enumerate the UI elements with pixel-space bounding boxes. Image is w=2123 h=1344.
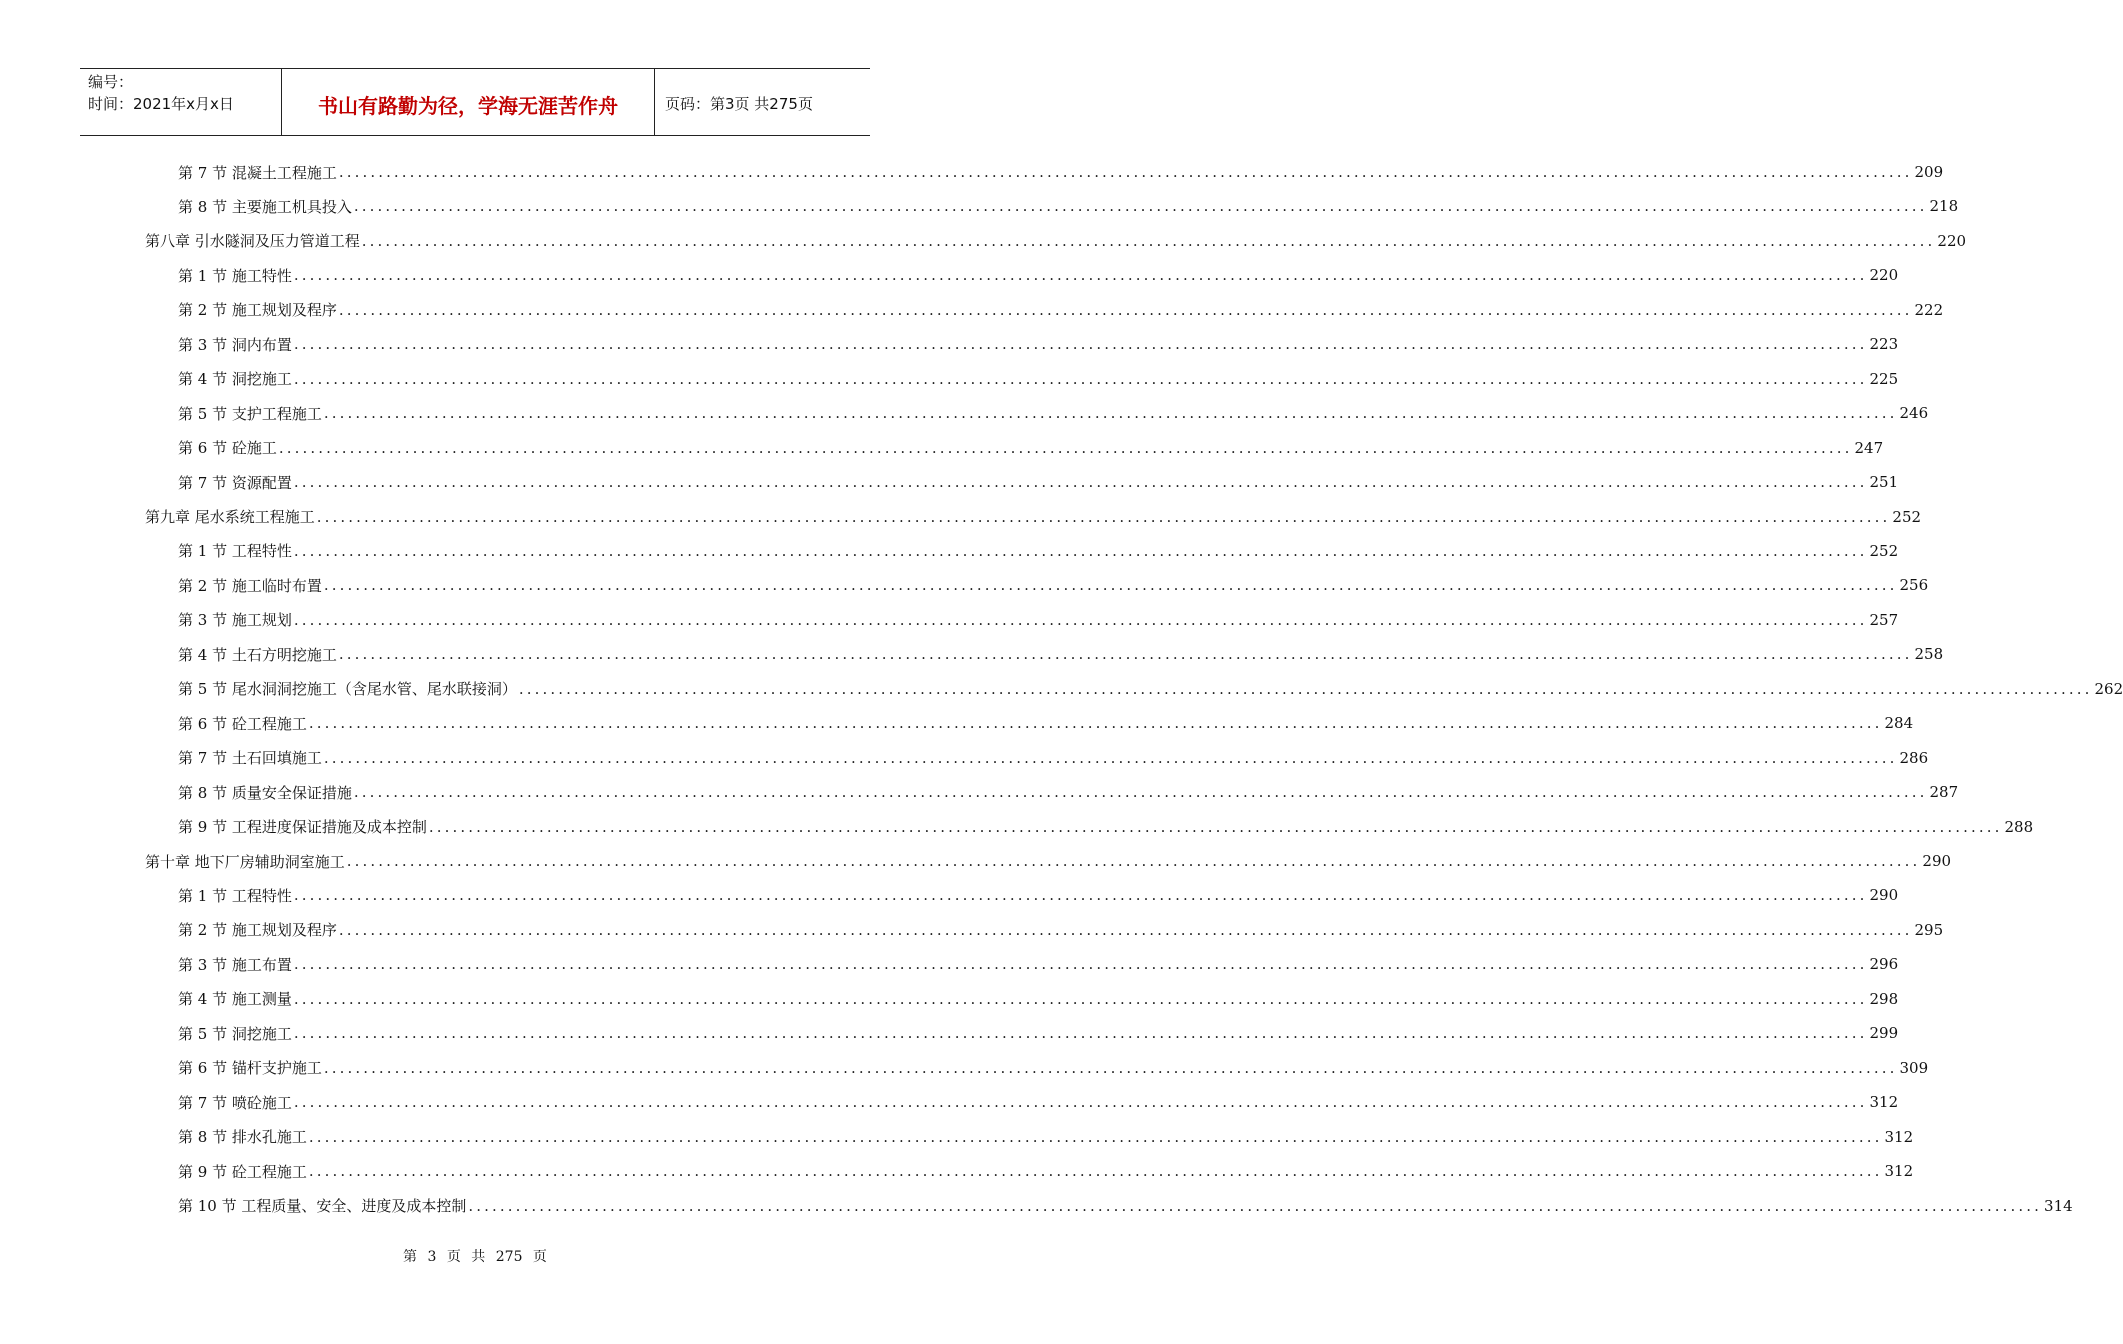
toc-section-entry[interactable]: [178, 568, 1929, 602]
toc-section-entry[interactable]: [178, 1154, 1914, 1188]
toc-leader-dots: ........................................................................................................................................................................................................: [353, 197, 1928, 216]
toc-section-entry[interactable]: [178, 362, 1899, 396]
toc-leader-dots: ........................................................................................................................................................................................................: [293, 610, 1868, 629]
toc-entry-title: 第 4 节 土石方明挖施工: [178, 645, 337, 664]
toc-entry-title: 第 5 节 尾水洞洞挖施工（含尾水管、尾水联接洞）: [178, 680, 517, 699]
toc-chapter-entry[interactable]: [145, 844, 1952, 878]
toc-leader-dots: ........................................................................................................................................................................................................: [323, 1058, 1898, 1077]
toc-entry-title: 第 7 节 土石回填施工: [178, 749, 322, 768]
toc-entry-title: 第 8 节 质量安全保证措施: [178, 783, 352, 802]
toc-leader-dots: ........................................................................................................................................................................................................: [338, 645, 1913, 664]
toc-leader-dots: ........................................................................................................................................................................................................: [323, 576, 1898, 595]
toc-leader-dots: ........................................................................................................................................................................................................: [428, 817, 2003, 836]
toc-chapter-entry[interactable]: [145, 224, 1967, 258]
toc-entry-page: 223: [1869, 335, 1899, 354]
toc-section-entry[interactable]: [178, 741, 1929, 775]
toc-section-entry[interactable]: [178, 706, 1914, 740]
toc-leader-dots: ........................................................................................................................................................................................................: [308, 1127, 1883, 1146]
toc-entry-title: 第 1 节 工程特性: [178, 886, 292, 905]
toc-section-entry[interactable]: [178, 947, 1899, 981]
toc-entry-page: 252: [1892, 507, 1922, 526]
toc-section-entry[interactable]: [178, 1189, 2073, 1223]
toc-leader-dots: ........................................................................................................................................................................................................: [338, 300, 1913, 319]
toc-leader-dots: ........................................................................................................................................................................................................: [468, 1196, 2043, 1215]
page-header: [80, 68, 870, 136]
toc-leader-dots: ........................................................................................................................................................................................................: [293, 1093, 1868, 1112]
toc-entry-page: 312: [1869, 1093, 1899, 1112]
toc-section-entry[interactable]: [178, 1016, 1899, 1050]
toc-entry-page: 257: [1869, 610, 1899, 629]
toc-section-entry[interactable]: [178, 534, 1899, 568]
toc-entry-title: 第 5 节 洞挖施工: [178, 1024, 292, 1043]
toc-entry-title: 第 8 节 主要施工机具投入: [178, 197, 352, 216]
toc-section-entry[interactable]: [178, 672, 2123, 706]
toc-leader-dots: ........................................................................................................................................................................................................: [323, 748, 1898, 767]
toc-entry-page: 314: [2044, 1196, 2073, 1215]
toc-entry-page: 218: [1929, 197, 1959, 216]
toc-entry-title: 第 7 节 混凝土工程施工: [178, 163, 337, 182]
toc-entry-page: 296: [1869, 955, 1899, 974]
toc-entry-title: 第 9 节 工程进度保证措施及成本控制: [178, 818, 427, 837]
document-date: 时间：2021年x月x日: [88, 95, 234, 113]
toc-leader-dots: ........................................................................................................................................................................................................: [278, 438, 1853, 457]
toc-leader-dots: ........................................................................................................................................................................................................: [293, 335, 1868, 354]
toc-leader-dots: ........................................................................................................................................................................................................: [338, 920, 1913, 939]
toc-entry-title: 第 3 节 施工布置: [178, 955, 292, 974]
toc-entry-title: 第 9 节 砼工程施工: [178, 1162, 307, 1181]
toc-section-entry[interactable]: [178, 982, 1899, 1016]
toc-entry-page: 262: [2094, 679, 2123, 698]
toc-entry-page: 290: [1869, 886, 1899, 905]
toc-leader-dots: ........................................................................................................................................................................................................: [518, 679, 2093, 698]
toc-entry-page: 209: [1914, 163, 1944, 181]
toc-entry-title: 第八章 引水隧洞及压力管道工程: [145, 232, 360, 251]
toc-section-entry[interactable]: [178, 258, 1899, 292]
toc-entry-page: 288: [2004, 817, 2034, 836]
toc-entry-title: 第 10 节 工程质量、安全、进度及成本控制: [178, 1197, 467, 1215]
toc-section-entry[interactable]: [178, 465, 1899, 499]
toc-entry-page: 312: [1884, 1127, 1914, 1146]
toc-section-entry[interactable]: [178, 293, 1944, 327]
toc-chapter-entry[interactable]: [145, 500, 1922, 534]
toc-entry-page: 247: [1854, 438, 1884, 457]
toc-leader-dots: ........................................................................................................................................................................................................: [361, 231, 1936, 250]
toc-entry-page: 252: [1869, 541, 1899, 560]
toc-entry-page: 284: [1884, 714, 1914, 733]
toc-entry-page: 287: [1929, 783, 1959, 802]
page-footer: 第 3 页 共 275 页: [403, 1249, 547, 1265]
toc-entry-title: 第 1 节 工程特性: [178, 542, 292, 561]
toc-section-entry[interactable]: [178, 155, 1944, 189]
toc-entry-page: 299: [1869, 1024, 1899, 1043]
toc-entry-page: 295: [1914, 920, 1944, 939]
toc-leader-dots: ........................................................................................................................................................................................................: [293, 989, 1868, 1008]
toc-leader-dots: ........................................................................................................................................................................................................: [316, 507, 1891, 526]
toc-entry-page: 258: [1914, 645, 1944, 664]
document-number-label: 编号：: [88, 73, 134, 91]
toc-entry-title: 第 4 节 施工测量: [178, 990, 292, 1009]
toc-entry-title: 第 6 节 砼工程施工: [178, 714, 307, 733]
toc-entry-title: 第 3 节 施工规划: [178, 611, 292, 630]
toc-leader-dots: ........................................................................................................................................................................................................: [308, 714, 1883, 733]
toc-section-entry[interactable]: [178, 913, 1944, 947]
toc-entry-title: 第 6 节 锚杆支护施工: [178, 1059, 322, 1078]
header-motto: 书山有路勤为径，学海无涯苦作舟: [282, 69, 655, 135]
toc-entry-title: 第 2 节 施工规划及程序: [178, 921, 337, 940]
toc-entry-page: 220: [1937, 231, 1967, 250]
toc-entry-title: 第 6 节 砼施工: [178, 439, 277, 458]
toc-section-entry[interactable]: [178, 1085, 1899, 1119]
toc-entry-title: 第 2 节 施工规划及程序: [178, 301, 337, 320]
toc-entry-page: 222: [1914, 300, 1944, 319]
toc-leader-dots: ........................................................................................................................................................................................................: [353, 783, 1928, 802]
toc-leader-dots: ........................................................................................................................................................................................................: [293, 266, 1868, 285]
toc-leader-dots: ........................................................................................................................................................................................................: [293, 473, 1868, 492]
toc-leader-dots: ........................................................................................................................................................................................................: [346, 852, 1921, 870]
toc-leader-dots: ........................................................................................................................................................................................................: [293, 955, 1868, 974]
toc-section-entry[interactable]: [178, 189, 1959, 223]
toc-section-entry[interactable]: [178, 637, 1944, 671]
toc-leader-dots: ........................................................................................................................................................................................................: [293, 1024, 1868, 1043]
toc-leader-dots: ........................................................................................................................................................................................................: [323, 404, 1898, 423]
toc-section-entry[interactable]: [178, 878, 1899, 912]
toc-entry-title: 第九章 尾水系统工程施工: [145, 508, 315, 526]
toc-entry-title: 第 5 节 支护工程施工: [178, 404, 322, 423]
toc-section-entry[interactable]: [178, 775, 1959, 809]
toc-leader-dots: ........................................................................................................................................................................................................: [338, 163, 1913, 181]
toc-entry-page: 286: [1899, 748, 1929, 767]
toc-section-entry[interactable]: [178, 431, 1884, 465]
header-page-info: 页码：第3页 共275页: [665, 94, 813, 113]
toc-entry-page: 225: [1869, 369, 1899, 388]
toc-section-entry[interactable]: [178, 1051, 1929, 1085]
toc-entry-page: 256: [1899, 576, 1929, 595]
toc-entry-title: 第 1 节 施工特性: [178, 266, 292, 285]
toc-entry-page: 220: [1869, 266, 1899, 285]
toc-entry-page: 246: [1899, 404, 1929, 423]
toc-section-entry[interactable]: [178, 603, 1899, 637]
toc-entry-title: 第 7 节 喷砼施工: [178, 1093, 292, 1112]
toc-section-entry[interactable]: [178, 396, 1929, 430]
toc-entry-title: 第 3 节 洞内布置: [178, 335, 292, 354]
toc-entry-page: 251: [1869, 473, 1899, 492]
toc-section-entry[interactable]: [178, 1120, 1914, 1154]
toc-entry-title: 第 7 节 资源配置: [178, 473, 292, 492]
toc-entry-title: 第十章 地下厂房辅助洞室施工: [145, 852, 345, 871]
toc-entry-page: 312: [1884, 1162, 1914, 1181]
toc-entry-title: 第 8 节 排水孔施工: [178, 1128, 307, 1147]
toc-leader-dots: ........................................................................................................................................................................................................: [293, 886, 1868, 905]
toc-entry-page: 309: [1899, 1058, 1929, 1077]
toc-entry-title: 第 4 节 洞挖施工: [178, 370, 292, 389]
header-meta: [80, 69, 282, 135]
toc-entry-page: 290: [1922, 852, 1952, 870]
toc-entry-title: 第 2 节 施工临时布置: [178, 576, 322, 595]
toc-leader-dots: ........................................................................................................................................................................................................: [293, 541, 1868, 560]
toc-leader-dots: ........................................................................................................................................................................................................: [293, 369, 1868, 388]
toc-section-entry[interactable]: [178, 810, 2034, 844]
toc-entry-page: 298: [1869, 989, 1899, 1008]
toc-leader-dots: ........................................................................................................................................................................................................: [308, 1162, 1883, 1181]
toc-section-entry[interactable]: [178, 327, 1899, 361]
